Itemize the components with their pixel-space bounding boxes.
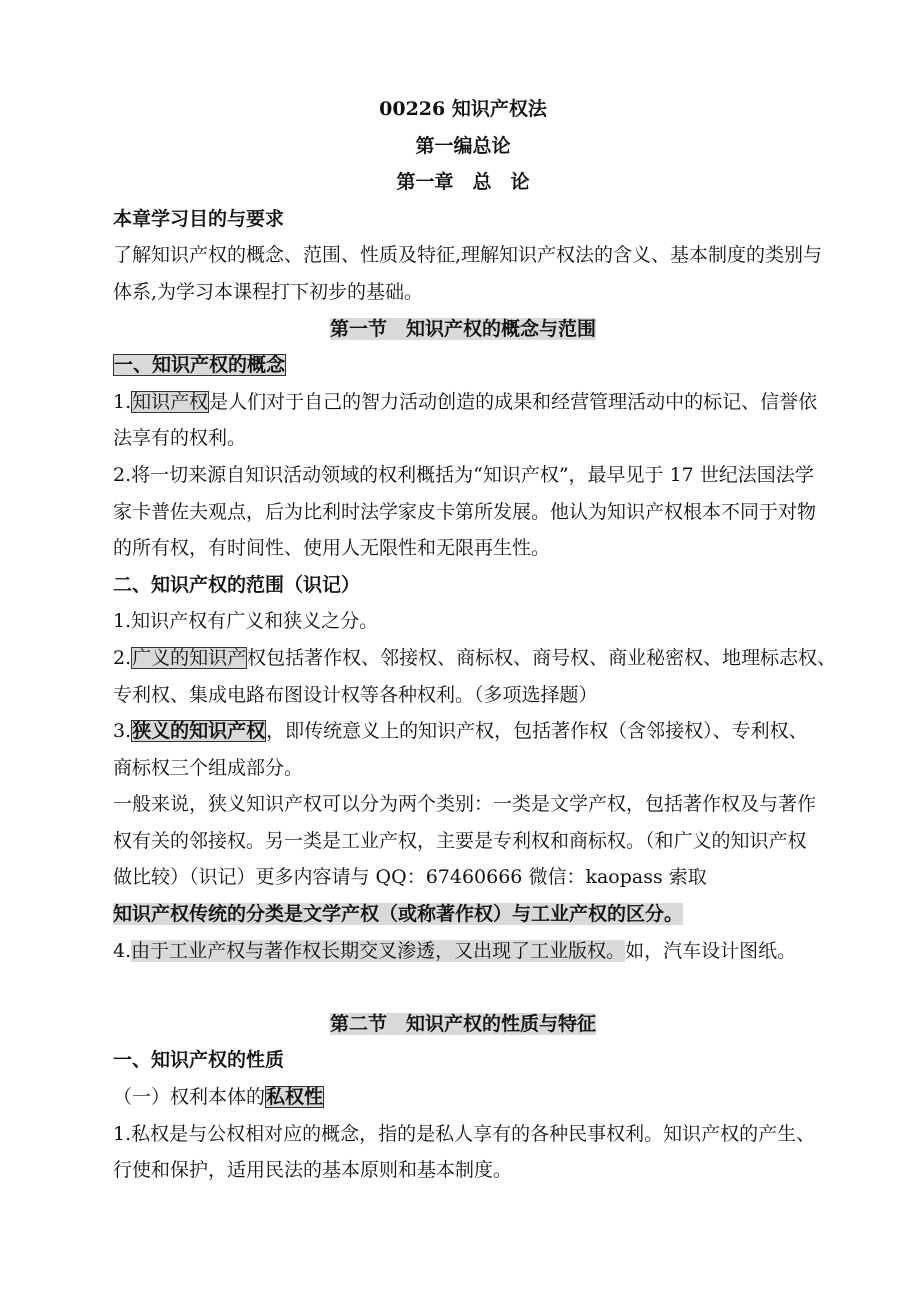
section-title [113, 311, 813, 348]
paragraph-line [113, 933, 813, 970]
item-number: 1. [113, 390, 132, 413]
highlighted-term: 狭义的知识产权 [132, 720, 266, 743]
paragraph-line: 家卡普佐夫观点，后为比利时法学家皮卡第所发展。他认为知识产权根本不同于对物 [113, 500, 817, 523]
text: ，即传统意义上的知识产权，包括著作权（含邻接权）、专利权、 [266, 720, 808, 743]
heading: 一、知识产权的性质 [113, 1049, 285, 1072]
paragraph-line: 行使和保护，适用民法的基本原则和基本制度。 [113, 1159, 513, 1182]
paragraph-line [113, 713, 813, 750]
chapter-title: 第一章 总 论 [396, 171, 530, 194]
paragraph-line [113, 1079, 813, 1116]
paragraph-line: 一般来说，狭义知识产权可以分为两个类别：一类是文学产权，包括著作权及与著作 [113, 793, 817, 816]
item-number: 4. [113, 939, 132, 962]
paragraph-line: 专利权、集成电路布图设计权等各种权利。（多项选择题） [113, 683, 598, 706]
part-title: 第一编总论 [415, 134, 511, 157]
document-page [113, 91, 837, 1189]
paragraph-line: 法享有的权利。 [113, 427, 247, 450]
paragraph-line [113, 896, 813, 933]
paragraph-line: 权有关的邻接权。另一类是工业产权，主要是专利权和商标权。（和广义的知识产权 [113, 829, 807, 852]
highlighted-term: 知识产权 [132, 390, 209, 413]
highlighted-sentence: 知识产权传统的分类是文学产权（或称著作权）与工业产权的区分。 [113, 903, 684, 926]
highlighted-term: 广义的知识产 [132, 646, 247, 669]
paragraph-line: 2.将一切来源自知识活动领域的权利概括为“知识产权”，最早见于 17 世纪法国法学 [113, 463, 814, 486]
doc-title: 00226 知识产权法 [379, 98, 547, 120]
paragraph-line: 商标权三个组成部分。 [113, 756, 304, 779]
paragraph-line: 1.私权是与公权相对应的概念，指的是私人享有的各种民事权利。知识产权的产生、 [113, 1122, 816, 1145]
paragraph-line [113, 640, 837, 677]
text: 是人们对于自己的智力活动创造的成果和经营管理活动中的标记、信誉依 [209, 390, 818, 413]
paragraph-line: 的所有权，有时间性、使用人无限性和无限再生性。 [113, 537, 551, 560]
paragraph-line: 做比较）（识记）更多内容请与 QQ：67460666 微信：kaopass 索取 [113, 866, 707, 889]
section-title-text: 第一节 知识产权的概念与范围 [329, 317, 596, 340]
section-title [113, 1006, 813, 1043]
objectives-line: 体系,为学习本课程打下初步的基础。 [113, 280, 424, 303]
text: （一）权利本体的 [113, 1086, 266, 1109]
paragraph-line: 1.知识产权有广义和狭义之分。 [113, 610, 379, 633]
highlighted-sentence: 由于工业产权与著作权长期交叉渗透，又出现了工业版权。 [131, 939, 626, 962]
section-title-text: 第二节 知识产权的性质与特征 [329, 1012, 596, 1035]
highlighted-term: 私权性 [266, 1086, 324, 1109]
item-number: 2. [113, 646, 132, 669]
item-number: 3. [113, 720, 132, 743]
text: 如，汽车设计图纸。 [625, 939, 797, 962]
text: 权包括著作权、邻接权、商标权、商号权、商业秘密权、地理标志权、 [247, 646, 837, 669]
heading-text: 一、知识产权的概念 [114, 354, 286, 377]
objectives-line: 了解知识产权的概念、范围、性质及特征,理解知识产权法的含义、基本制度的类别与 [113, 244, 823, 267]
heading: 二、知识产权的范围（识记） [113, 573, 361, 596]
objectives-heading: 本章学习目的与要求 [113, 207, 285, 230]
heading [113, 347, 813, 384]
paragraph-line [113, 384, 818, 421]
